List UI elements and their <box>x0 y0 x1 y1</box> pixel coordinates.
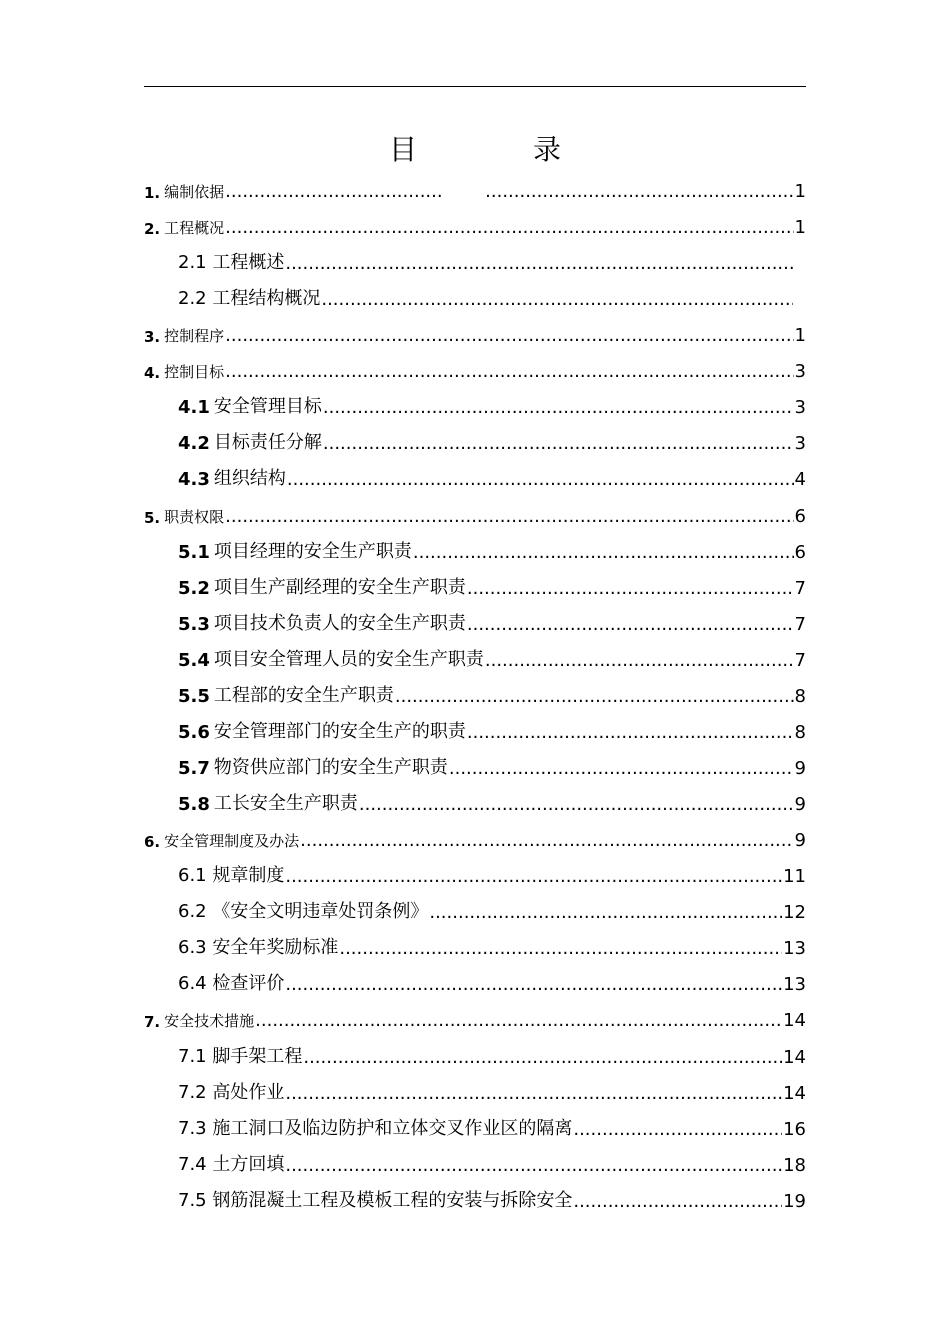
toc-page: 19 <box>783 1191 806 1212</box>
toc-entry-7-1[interactable] <box>178 1036 806 1068</box>
toc-page: 6 <box>794 506 806 527</box>
toc-leader <box>573 1119 782 1140</box>
toc-entry-4-1[interactable] <box>178 386 806 418</box>
toc-leader <box>300 830 793 851</box>
toc-leader <box>285 974 782 995</box>
toc-page: 14 <box>783 1047 806 1068</box>
toc-entry-6[interactable] <box>144 819 806 851</box>
toc-number: 6. <box>144 833 161 851</box>
toc-number: 3. <box>144 328 161 346</box>
toc-leader <box>429 902 782 923</box>
toc-leader <box>303 1047 782 1068</box>
toc-leader <box>225 506 793 527</box>
toc-entry-5-3[interactable] <box>178 603 806 635</box>
toc-leader <box>339 938 782 959</box>
toc-title: 7.4 土方回填 <box>178 1154 285 1175</box>
toc-title: 安全技术措施 <box>164 1012 255 1030</box>
toc-page: 1 <box>794 217 806 238</box>
toc-title: 7.1 脚手架工程 <box>178 1046 303 1067</box>
toc-title: 项目技术负责人的安全生产职责 <box>213 613 466 634</box>
toc-page: 8 <box>794 686 806 707</box>
toc-entry-2-2[interactable] <box>178 278 794 310</box>
toc-title: 控制目标 <box>164 363 225 381</box>
toc-title: 7.2 高处作业 <box>178 1082 285 1103</box>
toc-title: 6.2 《安全文明违章处罚条例》 <box>178 901 429 922</box>
toc-title: 工程概况 <box>164 219 225 237</box>
toc-entry-2-1[interactable] <box>178 242 794 274</box>
toc-page: 1 <box>794 181 806 202</box>
toc-number: 5.8 <box>178 794 210 815</box>
toc-entry-1[interactable] <box>144 170 806 202</box>
toc-leader <box>225 325 793 346</box>
toc-page: 7 <box>794 650 806 671</box>
toc-number: 4.2 <box>178 433 210 454</box>
toc-leader <box>285 1155 782 1176</box>
toc-page: 3 <box>794 361 806 382</box>
toc-number: 7. <box>144 1013 161 1031</box>
toc-leader <box>413 542 794 563</box>
toc-entry-5-8[interactable] <box>178 783 806 815</box>
toc-title: 6.1 规章制度 <box>178 865 285 886</box>
toc-title: 项目安全管理人员的安全生产职责 <box>213 649 484 670</box>
toc-title: 工程部的安全生产职责 <box>213 685 394 706</box>
toc-leader <box>285 253 793 274</box>
toc-page: 8 <box>794 722 806 743</box>
toc-entry-7-5[interactable] <box>178 1180 806 1212</box>
toc-leader <box>255 1010 782 1031</box>
toc-number: 5.1 <box>178 542 210 563</box>
toc-entry-6-1[interactable] <box>178 855 806 887</box>
toc-title: 2.2 工程结构概况 <box>178 288 321 309</box>
toc-leader <box>467 578 794 599</box>
toc-leader <box>449 758 794 779</box>
toc-entry-5-4[interactable] <box>178 639 806 671</box>
toc-page: 1 <box>794 325 806 346</box>
toc-title: 安全管理部门的安全生产的职责 <box>213 721 466 742</box>
toc-title: 物资供应部门的安全生产职责 <box>213 757 448 778</box>
toc-leader <box>285 866 782 887</box>
toc-page: 12 <box>783 902 806 923</box>
toc-page: 9 <box>794 758 806 779</box>
toc-leader <box>225 361 793 382</box>
toc-leader <box>573 1191 782 1212</box>
toc-number: 4. <box>144 364 161 382</box>
toc-entry-6-2[interactable] <box>178 891 806 923</box>
toc-entry-7-2[interactable] <box>178 1072 806 1104</box>
toc-leader <box>485 181 793 202</box>
toc-title: 组织结构 <box>213 468 286 489</box>
toc-page: 13 <box>783 938 806 959</box>
toc-page: 6 <box>794 542 806 563</box>
toc-page: 9 <box>794 830 806 851</box>
toc-number: 1. <box>144 184 161 202</box>
toc-leader <box>287 469 794 490</box>
toc-number: 4.1 <box>178 397 210 418</box>
toc-leader <box>285 1083 782 1104</box>
toc-leader <box>225 217 793 238</box>
toc-entry-6-3[interactable] <box>178 927 806 959</box>
toc-page: 11 <box>783 866 806 887</box>
toc-leader <box>321 289 793 310</box>
toc-leader <box>359 794 794 815</box>
toc-entry-5[interactable] <box>144 495 806 527</box>
toc-page: 13 <box>783 974 806 995</box>
toc-title: 6.3 安全年奖励标准 <box>178 937 339 958</box>
toc-entry-7-3[interactable] <box>178 1108 806 1140</box>
toc-leader <box>225 181 441 202</box>
toc-entry-7-4[interactable] <box>178 1144 806 1176</box>
toc-title: 7.3 施工洞口及临边防护和立体交叉作业区的隔离 <box>178 1118 573 1139</box>
toc-title: 6.4 检查评价 <box>178 973 285 994</box>
toc-leader <box>485 650 794 671</box>
toc-entry-7[interactable] <box>144 999 806 1031</box>
toc-title: 项目生产副经理的安全生产职责 <box>213 577 466 598</box>
toc-entry-5-2[interactable] <box>178 567 806 599</box>
toc-title: 职责权限 <box>164 508 225 526</box>
toc-entry-2[interactable] <box>144 206 806 238</box>
toc-entry-4-2[interactable] <box>178 422 806 454</box>
toc-number: 2. <box>144 220 161 238</box>
toc-number: 5.3 <box>178 614 210 635</box>
toc-entry-4-3[interactable] <box>178 458 806 490</box>
toc-page: 18 <box>783 1155 806 1176</box>
toc-entry-5-6[interactable] <box>178 711 806 743</box>
page-title: 目 录 <box>388 133 605 166</box>
toc-leader <box>467 722 794 743</box>
toc-leader <box>323 397 794 418</box>
toc-number: 5.7 <box>178 758 210 779</box>
toc-number: 5.4 <box>178 650 210 671</box>
toc-number: 5.5 <box>178 686 210 707</box>
toc-title: 目标责任分解 <box>213 432 322 453</box>
toc-title: 安全管理目标 <box>213 396 322 417</box>
toc-number: 4.3 <box>178 469 210 490</box>
toc-title: 项目经理的安全生产职责 <box>213 541 412 562</box>
toc-number: 5.6 <box>178 722 210 743</box>
toc-page: 14 <box>783 1083 806 1104</box>
toc-page: 9 <box>794 794 806 815</box>
toc-title: 安全管理制度及办法 <box>164 832 300 850</box>
toc-number: 5. <box>144 509 161 527</box>
toc-number: 5.2 <box>178 578 210 599</box>
toc-leader <box>395 686 794 707</box>
toc-leader <box>467 614 794 635</box>
toc-page: 14 <box>783 1010 806 1031</box>
toc-page: 4 <box>794 469 806 490</box>
toc-entry-5-1[interactable] <box>178 531 806 563</box>
toc-leader <box>323 433 794 454</box>
toc-page: 16 <box>783 1119 806 1140</box>
toc-entry-3[interactable] <box>144 314 806 346</box>
toc-title: 2.1 工程概述 <box>178 252 285 273</box>
toc-page: 3 <box>794 433 806 454</box>
toc-page: 7 <box>794 578 806 599</box>
toc-title: 工长安全生产职责 <box>213 793 358 814</box>
toc-title: 控制程序 <box>164 327 225 345</box>
header-rule <box>144 86 806 87</box>
toc-entry-5-7[interactable] <box>178 747 806 779</box>
toc-title: 7.5 钢筋混凝土工程及模板工程的安装与拆除安全 <box>178 1190 573 1211</box>
toc-entry-5-5[interactable] <box>178 675 806 707</box>
toc-page: 3 <box>794 397 806 418</box>
toc-page: 7 <box>794 614 806 635</box>
toc-entry-6-4[interactable] <box>178 963 806 995</box>
toc-title: 编制依据 <box>164 183 225 201</box>
toc-entry-4[interactable] <box>144 350 806 382</box>
